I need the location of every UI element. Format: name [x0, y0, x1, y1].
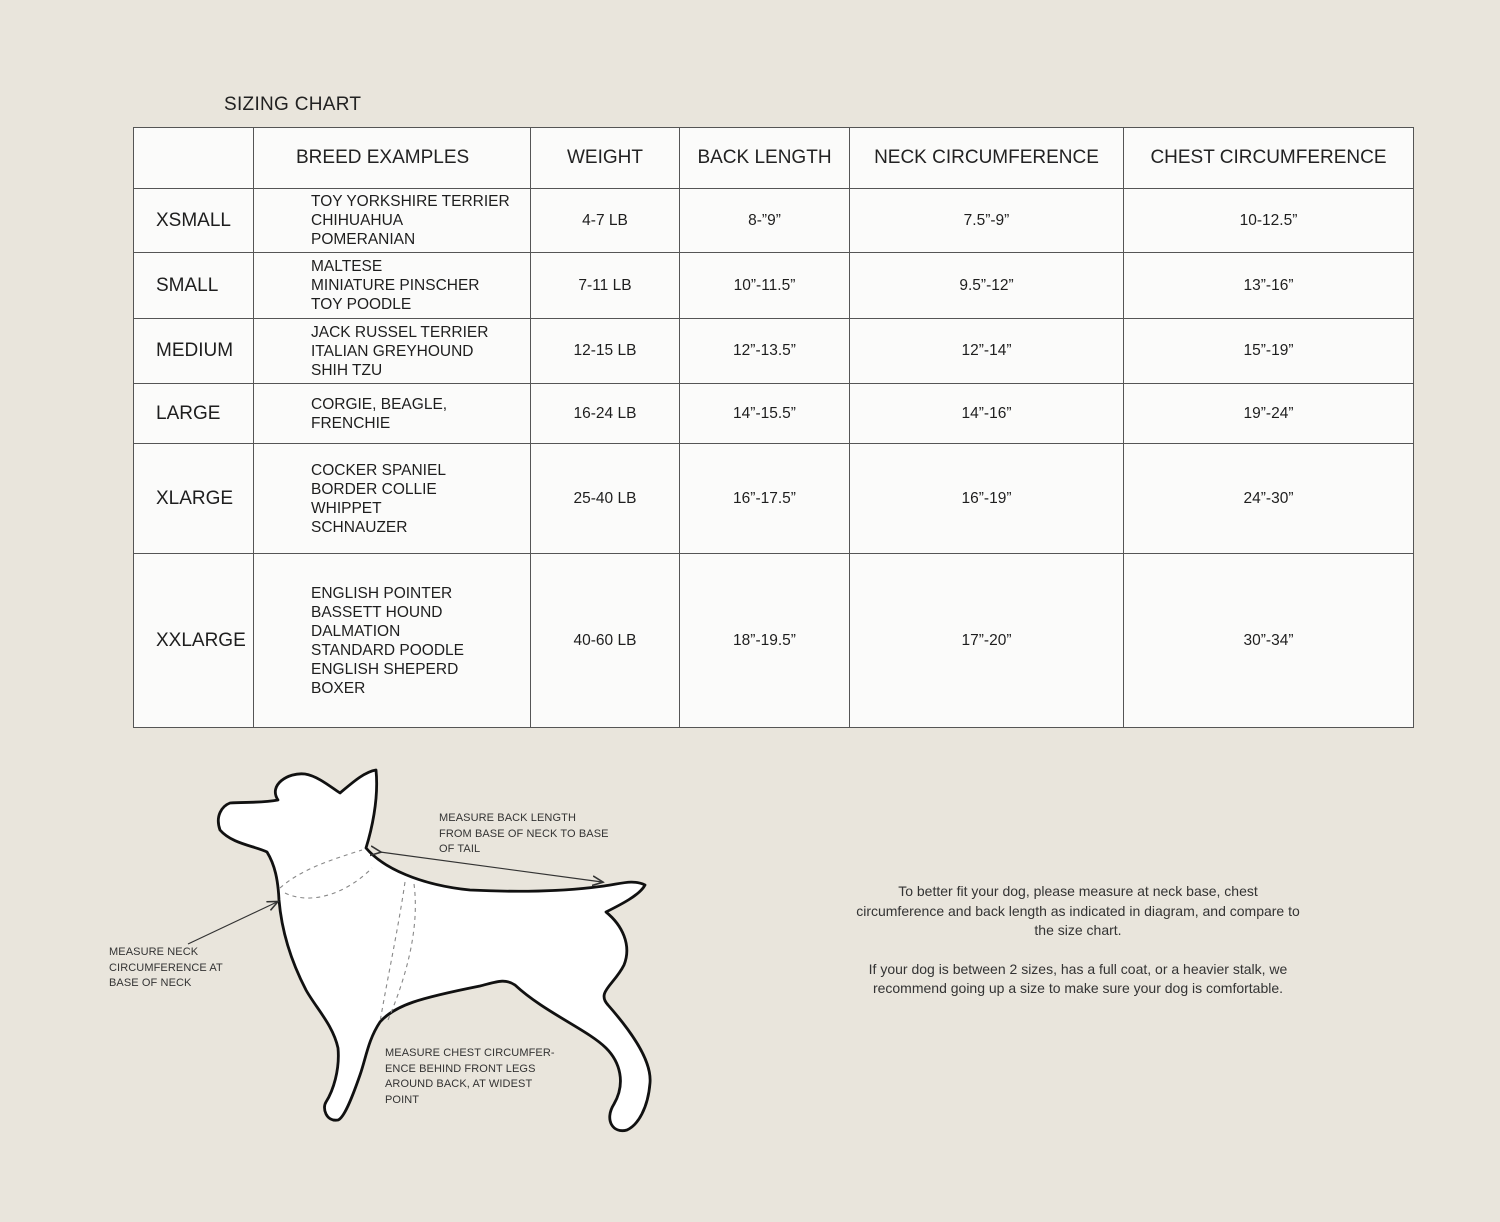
breed-name: COCKER SPANIEL	[311, 461, 446, 479]
neck-circumference-value: 17”-20”	[850, 554, 1124, 728]
breed-name: TOY POODLE	[311, 296, 412, 313]
breed-examples-cell	[254, 384, 531, 444]
note-line: BASE OF NECK	[109, 977, 192, 989]
table-row	[134, 319, 1414, 384]
breed-examples-cell	[254, 253, 531, 319]
instructions-paragraph-2: If your dog is between 2 sizes, has a full coat, or a heavier stalk, we recommend going up a size to make sure your dog is comfortable.	[868, 960, 1288, 996]
breed-name: ENGLISH POINTER	[311, 584, 453, 602]
header-weight: WEIGHT	[531, 128, 680, 189]
size-label: SMALL	[134, 253, 254, 319]
back-length-value: 18”-19.5”	[680, 554, 850, 728]
neck-note	[109, 945, 223, 992]
breed-name: SHIH TZU	[311, 361, 383, 379]
page-title: SIZING CHART	[224, 94, 362, 115]
header-breed-examples: BREED EXAMPLES	[254, 128, 531, 189]
weight-value: 4-7 LB	[531, 189, 680, 253]
note-line: AROUND BACK, AT WIDEST	[385, 1078, 533, 1090]
table-header-row	[134, 128, 1414, 189]
chest-circumference-value: 13”-16”	[1124, 253, 1414, 319]
weight-value: 40-60 LB	[531, 554, 680, 728]
table-row	[134, 444, 1414, 554]
dog-measurement-diagram	[0, 740, 700, 1160]
fitting-instructions	[856, 882, 1300, 1018]
back-length-value: 8-”9”	[680, 189, 850, 253]
neck-circumference-value: 9.5”-12”	[850, 253, 1124, 319]
note-line: CIRCUMFERENCE AT	[109, 961, 223, 974]
size-label: LARGE	[134, 384, 254, 444]
breed-name: TOY YORKSHIRE TERRIER	[311, 193, 510, 210]
breed-name: DALMATION	[311, 622, 401, 640]
note-line: MEASURE BACK LENGTH	[439, 812, 576, 824]
note-line: MEASURE CHEST CIRCUMFER-	[385, 1047, 555, 1059]
table-row	[134, 253, 1414, 319]
neck-circumference-value: 16”-19”	[850, 444, 1124, 554]
chest-circumference-value: 30”-34”	[1124, 554, 1414, 728]
header-neck-circumference: NECK CIRCUMFERENCE	[850, 128, 1124, 189]
table-row	[134, 189, 1414, 253]
breed-name: STANDARD POODLE	[311, 641, 465, 659]
breed-name: CHIHUAHUA	[311, 212, 404, 229]
neck-circumference-value: 7.5”-9”	[850, 189, 1124, 253]
weight-value: 16-24 LB	[531, 384, 680, 444]
breed-name: BOXER	[311, 679, 366, 697]
chest-circumference-value: 15”-19”	[1124, 319, 1414, 384]
neck-circumference-value: 14”-16”	[850, 384, 1124, 444]
breed-name: POMERANIAN	[311, 231, 416, 248]
neck-arrow	[188, 902, 277, 944]
note-line: FROM BASE OF NECK TO BASE	[439, 827, 609, 840]
breed-name: WHIPPET	[311, 499, 382, 517]
chest-circumference-value: 24”-30”	[1124, 444, 1414, 554]
breed-examples-cell	[254, 554, 531, 728]
breed-name: ENGLISH SHEPERD	[311, 660, 459, 678]
breed-examples-cell	[254, 189, 531, 253]
table-row	[134, 554, 1414, 728]
breed-name: CORGIE, BEAGLE, FRENCHIE	[311, 395, 448, 432]
note-line: POINT	[385, 1093, 420, 1106]
header-size	[134, 128, 254, 189]
breed-examples-cell	[254, 444, 531, 554]
back-length-value: 14”-15.5”	[680, 384, 850, 444]
breed-name: JACK RUSSEL TERRIER	[311, 323, 489, 341]
header-chest-circumference: CHEST CIRCUMFERENCE	[1124, 128, 1414, 189]
note-line: ENCE BEHIND FRONT LEGS	[385, 1062, 536, 1075]
header-back-length: BACK LENGTH	[680, 128, 850, 189]
breed-name: BORDER COLLIE	[311, 480, 437, 498]
note-line: OF TAIL	[439, 843, 481, 855]
size-label: XXLARGE	[134, 554, 254, 728]
weight-value: 7-11 LB	[531, 253, 680, 319]
breed-name: BASSETT HOUND	[311, 603, 443, 621]
back-length-value: 16”-17.5”	[680, 444, 850, 554]
size-label: XLARGE	[134, 444, 254, 554]
breed-examples-cell	[254, 319, 531, 384]
instructions-paragraph-1: To better fit your dog, please measure at neck base, chest circumference and back length as indicated in diagram, and compare to the size chart.	[856, 883, 1300, 938]
note-line: MEASURE NECK	[109, 946, 199, 958]
chest-note	[385, 1046, 555, 1108]
breed-name: MALTESE	[311, 258, 383, 275]
table-row	[134, 384, 1414, 444]
breed-name: MINIATURE PINSCHER	[311, 277, 480, 294]
weight-value: 12-15 LB	[531, 319, 680, 384]
back-length-value: 12”-13.5”	[680, 319, 850, 384]
breed-name: ITALIAN GREYHOUND	[311, 342, 474, 360]
sizing-table	[133, 127, 1414, 728]
size-label: XSMALL	[134, 189, 254, 253]
breed-name: SCHNAUZER	[311, 518, 408, 536]
back-length-value: 10”-11.5”	[680, 253, 850, 319]
neck-circumference-value: 12”-14”	[850, 319, 1124, 384]
back-length-note	[439, 811, 609, 858]
chest-circumference-value: 10-12.5”	[1124, 189, 1414, 253]
size-label: MEDIUM	[134, 319, 254, 384]
weight-value: 25-40 LB	[531, 444, 680, 554]
chest-circumference-value: 19”-24”	[1124, 384, 1414, 444]
